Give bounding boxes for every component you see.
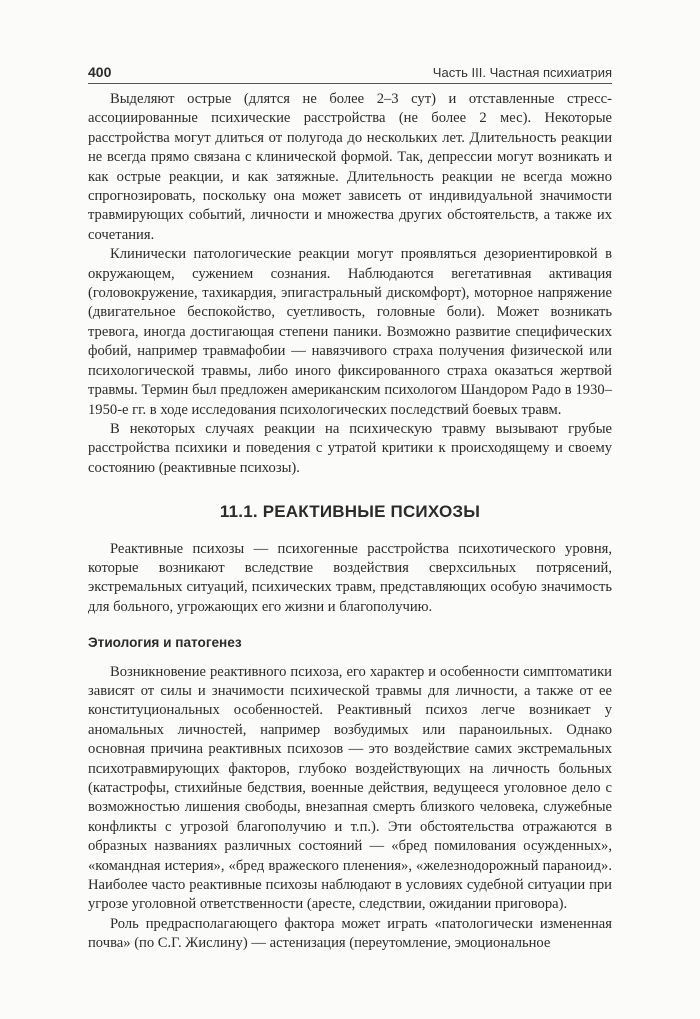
paragraph: Возникновение реактивного психоза, его характер и особенности симптоматики зависят от силы и значимости психической травмы для личности, а также от ее конституциональных особенностей. Реактивный психоз легче возникает у аномальных личностей, например возбудимых или параноильных. Однако основная причина реактивных психозов — это воздействие самих экстремальных психотравмирующих факторов, глубоко воздействующих на личность больных (катастрофы, стихийные бедствия, военные действия, ведущееся уголовное дело с возможностью лишения свободы, внезапная смерть близкого человека, служебные конфликты с угрозой благополучию и т.п.). Эти обстоятельства отражаются в образных названиях различных состояний — «бред помилования осужденных», «командная истерия», «бред вражеского пленения», «железнодорожный параноид». Наиболее часто реактивные психозы наблюдают в условиях судебной ситуации при угрозе уголовной ответственности (аресте, следствии, ожидании приговора).: [88, 663, 612, 913]
definition-paragraph: Реактивные психозы — психогенные расстройства психотического уровня, которые возникают вследствие воздействия сверхсильных потрясений, экстремальных ситуаций, психических травм, представляющих особую значимость для больного, угрожающих его жизни и благополучию.: [88, 540, 612, 615]
paragraph: В некоторых случаях реакции на психическую травму вызывают грубые расстройства психики и поведения с утратой критики к происходящему и своему состоянию (реактивные психозы).: [88, 420, 612, 476]
page-body: [88, 90, 612, 954]
paragraph: Выделяют острые (длятся не более 2–3 сут) и отставленные стресс- ассоциированные психические расстройства (не более 2 мес). Некоторые расстройства могут длиться от полугода до нескольких лет. Длительность реакции не всегда прямо связана с клинической формой. Так, депрессии могут возникать и как острые реакции, и как затяжные. Длительность реакции не всегда можно спрогнозировать, поскольку она может зависеть от индивидуальной значимости травмирующих событий, личности и множества других обстоятельств, а также их сочетания.: [88, 91, 612, 243]
running-title: Часть III. Частная психиатрия: [432, 65, 612, 80]
page-number: 400: [88, 64, 112, 80]
section-heading: 11.1. РЕАКТИВНЫЕ ПСИХОЗЫ: [219, 502, 481, 522]
running-header: [88, 64, 612, 80]
header-rule: [88, 83, 612, 84]
subheading: Этиология и патогенез: [88, 635, 242, 651]
paragraph: Клинически патологические реакции могут проявляться дезориентировкой в окружающем, сужением сознания. Наблюдаются вегетативная активация (головокружение, тахикардия, эпигастральный дискомфорт), моторное напряжение (двигательное беспокойство, суетливость, головные боли). Может возникать тревога, иногда достигающая степени паники. Возможно развитие специфических фобий, например травмафобии — навязчивого страха получения физической или психологической травмы, либо иного фиксированного страха оказаться жертвой травмы. Термин был предложен американским психологом Шандором Радо в 1930–1950-е гг. в ходе исследования психологических последствий боевых травм.: [88, 246, 612, 418]
paragraph: Роль предрасполагающего фактора может играть «патологически измененная почва» (по С.Г. Жислину) — астенизация (переутомление, эмоциональное: [88, 915, 612, 952]
